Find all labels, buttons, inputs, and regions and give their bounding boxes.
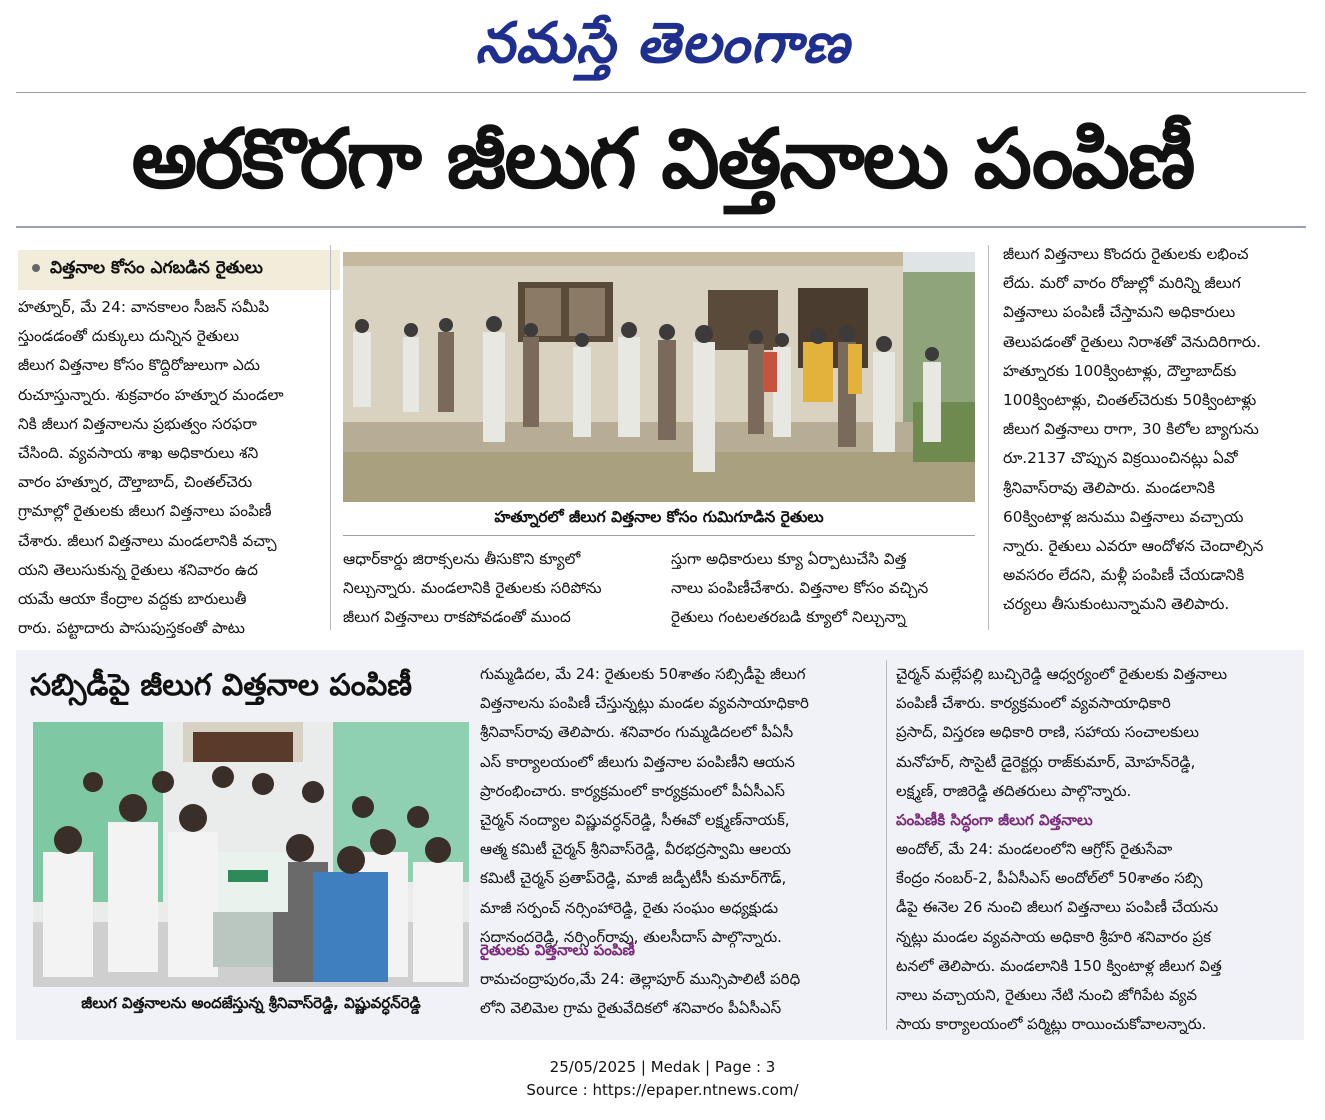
text-line: పంపిణీ చేశారు. కార్యక్రమంలో వ్యవసాయాధికారి: [896, 694, 1171, 713]
text-line: రామచంద్రాపురం,మే 24: తెల్లాపూర్ మున్సిపాలిటీ పరిధి: [480, 970, 801, 988]
text-line: అవసరం లేదని, మళ్లీ పంపిణీ చేయడానికి: [1003, 566, 1245, 585]
text-line: అందోల్, మే 24: మండలంలోని ఆగ్రోస్ రైతుసేవా: [896, 840, 1173, 858]
caption-divider: [343, 535, 975, 536]
column-rule: [988, 245, 989, 630]
text-line: హత్నూరకు 100క్వింటాళ్లు, దౌల్తాబాద్‌కు: [1003, 361, 1237, 380]
story2-column-2: [896, 660, 1296, 806]
farmers-queue-photo: [343, 252, 975, 502]
text-line: ఎస్ కార్యాలయంలో జీలుగు విత్తనాల పంపిణీని ఆయన: [480, 752, 795, 771]
story1-column-2: [343, 545, 645, 633]
text-line: రుచూస్తున్నారు. శుక్రవారం హత్నూర మండలా: [18, 385, 284, 404]
kicker-text: విత్తనాల కోసం ఎగబడిన రైతులు: [50, 258, 263, 278]
text-line: 60క్వింటాళ్ల జనుము విత్తనాలు వచ్చాయ: [1003, 507, 1244, 526]
story2-headline: సబ్సిడీపై జీలుగ విత్తనాల పంపిణీ: [30, 668, 413, 703]
text-line: కేంద్రం నంబర్-2, పీఏసీఎస్ అందోల్‌లో 50శాతం సబ్సి: [896, 869, 1203, 888]
text-line: విత్తనాలను పంపిణీ చేస్తున్నట్లు మండల వ్యవసాయాధికారి: [480, 694, 809, 713]
story2-column-1: [480, 660, 878, 952]
story2-column-2b: [896, 835, 1296, 1039]
column-rule: [330, 245, 331, 630]
column-rule: [886, 660, 887, 1030]
text-line: డీపై ఈనెల 26 నుంచి జీలుగ విత్తనాలు పంపిణీ చేయను: [896, 898, 1219, 917]
text-line: చైర్మన్ మల్లేపల్లి బుచ్చిరెడ్డి ఆధ్వర్యంలో రైతులకు విత్తనాలు: [896, 665, 1228, 683]
text-line: ప్రారంభించారు. కార్యక్రమంలో కార్యక్రమంలో పీఏసీఎస్: [480, 781, 785, 800]
text-line: నాలు వచ్చాయని, రైతులు నేటి నుంచి జోగిపేట వ్యవ: [896, 986, 1197, 1005]
text-line: న్నట్లు మండల వ్యవసాయ అధికారి శ్రీహరి శనివారం ప్రక: [896, 927, 1211, 946]
footer-date-edition: 25/05/2025 | Medak | Page : 3: [549, 1058, 776, 1076]
text-line: జీలుగ విత్తనాల కోసం కొద్దిరోజులుగా ఎదు: [18, 356, 260, 375]
text-line: సదానందరెడ్డి, నర్సింగ్‌రావు, తులసీదాస్ పాల్గొన్నారు.: [480, 927, 782, 946]
text-line: మనోహర్, సొసైటీ డైరెక్టర్లు రాజ్‌కుమార్, మోహన్‌రెడ్డి,: [896, 752, 1196, 771]
text-line: రూ.2137 చొప్పున విక్రయించినట్లు ఏవో: [1003, 449, 1238, 468]
text-line: జీలుగ విత్తనాలు రాగా, 30 కిలోల బ్యాగును: [1003, 420, 1259, 439]
bullet-icon: [32, 264, 40, 272]
story-kicker: [18, 250, 340, 290]
text-line: సాయ కార్యాలయంలో పర్మిట్లు రాయించుకోవాలన్నారు.: [896, 1015, 1207, 1034]
text-line: జీలుగ విత్తనాలు కొందరు రైతులకు లభించ: [1003, 245, 1249, 263]
text-line: నాలు పంపిణీచేశారు. విత్తనాల కోసం వచ్చిన: [671, 579, 929, 598]
text-line: చేశారు. జీలుగ విత్తనాలు మండలానికి వచ్చా: [18, 531, 277, 550]
text-line: నిల్చున్నారు. మండలానికి రైతులకు సరిపోను: [343, 579, 602, 598]
story2-photo-caption: జీలుగ విత్తనాలను అందజేస్తున్న శ్రీనివాస్‌రెడ్డి, విష్ణువర్ధన్‌రెడ్డి: [81, 994, 421, 1012]
text-line: న్నారు. రైతులు ఎవరూ ఆందోళన చెందాల్సిన: [1003, 537, 1264, 556]
text-line: శ్రీనివాస్‌రావు తెలిపారు. శనివారం గుమ్మడిదలలో పీఏసీ: [480, 723, 794, 742]
text-line: చేసింది. వ్యవసాయ శాఖ అధికారులు శని: [18, 444, 259, 463]
text-line: 100క్వింటాళ్లు, చింతల్‌చెరుకు 50క్వింటాళ్లు: [1003, 391, 1257, 410]
masthead: నమస్తే తెలంగాణ: [475, 10, 850, 76]
text-line: వారం హత్నూర, దౌల్తాబాద్, చింతల్‌చెరు: [18, 473, 253, 492]
text-line: లోని వెలిమెల గ్రామ రైతువేదికలో శనివారం పీఏసీఎస్: [480, 999, 782, 1018]
text-line: కమిటీ చైర్మన్ ప్రతాప్‌రెడ్డి, మాజీ జడ్పీటీసీ కుమార్‌గౌడ్,: [480, 869, 787, 888]
text-line: తెలుపడంతో రైతులు నిరాశతో వెనుదిరిగారు.: [1003, 332, 1262, 351]
text-line: యని తెలుసుకున్న రైతులు శనివారం ఉద: [18, 560, 258, 579]
story1-column-1: [18, 293, 318, 643]
text-line: యమే ఆయా కేంద్రాల వద్దకు బారులుతీ: [18, 590, 247, 609]
text-line: నికి జీలుగ విత్తనాలను ప్రభుత్వం సరఫరా: [18, 414, 257, 433]
story1-photo-caption: హత్నూరలో జీలుగ విత్తనాల కోసం గుమిగూడిన రైతులు: [494, 508, 824, 526]
story2-subhead-1: రైతులకు విత్తనాలు పంపిణీ: [480, 941, 635, 959]
text-line: గుమ్మడిదల, మే 24: రైతులకు 50శాతం సబ్సిడీపై జీలుగ: [480, 665, 806, 683]
main-headline: అరకొరగా జీలుగ విత్తనాలు పంపిణీ: [131, 112, 1194, 207]
story2-subhead-2: పంపిణీకి సిద్ధంగా జీలుగ విత్తనాలు: [896, 811, 1093, 829]
page-footer: [0, 1056, 1325, 1102]
text-line: చైర్మన్ నంద్యాల విష్ణువర్ధన్‌రెడ్డి, సీఈవో లక్ష్మణ్‌నాయక్,: [480, 811, 790, 830]
farmers-queue-photo-image: [343, 252, 975, 502]
text-line: స్తుగా అధికారులు క్యూ ఏర్పాటుచేసి విత్త: [671, 550, 907, 568]
text-line: లక్ష్మణ్, రాజిరెడ్డి తదితరులు పాల్గొన్నారు.: [896, 781, 1132, 800]
text-line: ఆత్మ కమిటీ చైర్మన్ శ్రీనివాస్‌రెడ్డి, వీరభద్రస్వామి ఆలయ: [480, 840, 791, 859]
text-line: ప్రసాద్, విస్తరణ అధికారి రాణి, సహాయ సంచాలకులు: [896, 723, 1199, 742]
text-line: చర్యలు తీసుకుంటున్నామని తెలిపారు.: [1003, 595, 1230, 614]
text-line: రారు. పట్టాదారు పాసుపుస్తకంతో పాటు: [18, 619, 245, 638]
text-line: మాజీ సర్పంచ్ నర్సింహారెడ్డి, రైతు సంఘం అధ్యక్షుడు: [480, 898, 779, 917]
text-line: లేదు. మరో వారం రోజుల్లో మరిన్ని జీలుగ: [1003, 274, 1241, 293]
text-line: టనలో తెలిపారు. మండలానికి 150 క్వింటాళ్ల జీలుగ విత్త: [896, 956, 1222, 975]
story1-column-4: [1003, 240, 1306, 620]
text-line: గ్రామాల్లో రైతులకు జీలుగ విత్తనాలు పంపిణీ: [18, 502, 272, 521]
seed-distribution-photo-image: [33, 722, 469, 987]
headline-divider: [16, 226, 1306, 228]
text-line: జీలుగ విత్తనాలు రాకపోవడంతో ముంద: [343, 608, 571, 627]
text-line: స్తుండడంతో దుక్కులు దున్నిన రైతులు: [18, 327, 240, 346]
text-line: రైతులు గంటలతరబడి క్యూలో నిల్చున్నా: [671, 608, 906, 627]
text-line: శ్రీనివాస్‌రావు తెలిపారు. మండలానికి: [1003, 478, 1215, 497]
text-line: హత్నూర్, మే 24: వానకాలం సీజన్ సమీపి: [18, 298, 270, 316]
masthead-divider: [16, 92, 1306, 93]
text-line: విత్తనాలు పంపిణీ చేస్తామని అధికారులు: [1003, 303, 1236, 322]
footer-source-link[interactable]: Source : https://epaper.ntnews.com/: [526, 1081, 799, 1099]
seed-distribution-photo: [33, 722, 469, 987]
story1-column-3: [671, 545, 975, 633]
text-line: ఆధార్‌కార్డు జిరాక్సలను తీసుకొని క్యూలో: [343, 550, 581, 568]
story2-column-1b: [480, 965, 878, 1023]
